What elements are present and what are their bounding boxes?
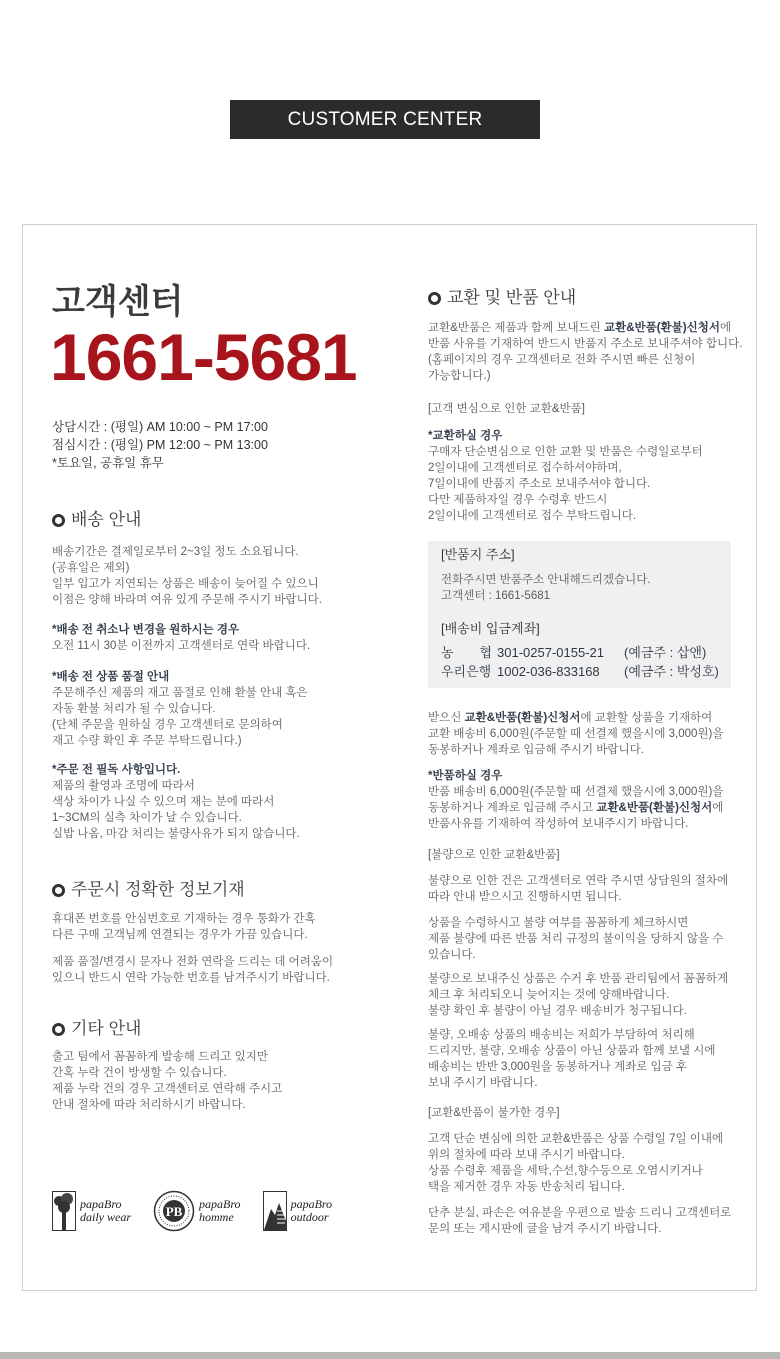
text-line: 반품 사유를 기재하여 반드시 반품지 주소로 보내주셔야 합니다. [428, 338, 743, 350]
text-line: 다만 제품하자일 경우 수령후 반드시 [428, 494, 608, 506]
account-row [441, 643, 719, 662]
section-heading [52, 879, 245, 901]
text-line: [교환&반품이 불가한 경우] [428, 1107, 560, 1119]
brand-logo-homme[interactable] [153, 1190, 241, 1232]
return-address-line: 고객센터 : 1661-5681 [441, 590, 551, 602]
hours-line: 상담시간 : (평일) AM 10:00 ~ PM 17:00 [52, 420, 268, 434]
text-line: 교환 배송비 6,000원(주문할 때 선결제 했을시에 3,000원)을 [428, 728, 724, 740]
text-line: 자동 환불 처리가 될 수 있습니다. [52, 703, 216, 715]
business-hours [52, 418, 268, 472]
account-number: 301-0257-0155-21 [497, 645, 604, 660]
return-address-line: 전화주시면 반품주소 안내해드리겠습니다. [441, 574, 651, 586]
info-paragraph [52, 1049, 282, 1113]
text-line: 불량 확인 후 불량이 아닐 경우 배송비가 청구됩니다. [428, 1005, 687, 1017]
text-segment: 동봉하거나 계좌로 입금해 주시고 [428, 802, 597, 814]
emphasis-text: 교환&반품(환불)신청서 [464, 712, 581, 724]
text-line: 고객 단순 변심에 의한 교환&반품은 상품 수령일 7일 이내에 [428, 1133, 724, 1145]
customer-center-heading: 고객센터 [52, 283, 184, 321]
info-paragraph [428, 768, 723, 832]
info-paragraph [52, 544, 322, 608]
tree-icon [52, 1191, 76, 1231]
circle-bullet-icon [52, 514, 65, 527]
text-line: 제품의 촬영과 조명에 따라서 [52, 780, 195, 792]
bank-name: 우리은행 [441, 664, 492, 679]
text-line: (홈페이지의 경우 고객센터로 전화 주시면 빠른 신청이 [428, 354, 696, 366]
text-line: (단체 주문을 원하실 경우 고객센터로 문의하여 [52, 719, 283, 731]
account-title: [배송비 입금계좌] [441, 621, 540, 636]
text-line [52, 762, 300, 778]
emphasis-text: *배송 전 상품 품절 안내 [52, 671, 170, 683]
text-line [52, 622, 310, 638]
text-line: 반품 배송비 6,000원(주문할 때 선결제 했을시에 3,000원)을 [428, 786, 724, 798]
text-line: 제품 품절/변경시 문자나 전화 연락을 드리는 데 어려움이 [52, 956, 334, 968]
text-line: 안내 절차에 따라 처리하시기 바랍니다. [52, 1099, 246, 1111]
text-line: 다른 구매 고객님께 연결되는 경우가 가끔 있습니다. [52, 929, 308, 941]
bank-name: 농 협 [441, 645, 493, 660]
info-paragraph [428, 710, 723, 758]
section-heading-text: 주문시 정확한 정보기재 [71, 880, 245, 899]
text-line [428, 710, 723, 726]
emphasis-text: *교환하실 경우 [428, 430, 503, 442]
text-line: 이점은 양해 바라며 여유 있게 주문해 주시기 바랍니다. [52, 594, 322, 606]
info-paragraph [428, 320, 742, 384]
text-line: 일부 입고가 지연되는 상품은 배송이 늦어질 수 있으니 [52, 578, 319, 590]
text-segment: 받으신 [428, 712, 465, 724]
phone-number[interactable]: 1661-5681 [50, 320, 357, 394]
text-line: (공휴일은 제외) [52, 562, 130, 574]
return-info-box [428, 541, 731, 688]
text-segment: 에 [712, 802, 724, 814]
brand-logos [52, 1190, 332, 1232]
text-line: 문의 또는 게시판에 글을 남겨 주시기 바랍니다. [428, 1223, 662, 1235]
circle-bullet-icon [428, 292, 441, 305]
text-line: 구매자 단순변심으로 인한 교환 및 반품은 수령일로부터 [428, 446, 703, 458]
text-line: 상품을 수령하시고 불량 여부를 꼼꼼하게 체크하시면 [428, 917, 689, 929]
text-line: 7일이내에 반품지 주소로 보내주셔야 합니다. [428, 478, 651, 490]
section-heading [52, 509, 141, 531]
pb-seal-icon [153, 1190, 195, 1232]
brand-name: papaBro [290, 1197, 333, 1211]
brand-logo-outdoor[interactable] [263, 1191, 333, 1231]
text-segment: 교환&반품은 제품과 함께 보내드린 [428, 322, 604, 334]
brand-sub: daily wear [80, 1210, 131, 1224]
emphasis-text: *배송 전 취소나 변경을 원하시는 경우 [52, 624, 240, 636]
section-heading [428, 287, 576, 309]
text-line: 보내 주시기 바랍니다. [428, 1077, 538, 1089]
text-line: 단추 분실, 파손은 여유분을 우편으로 발송 드리니 고객센터로 [428, 1207, 732, 1219]
return-address-text [441, 572, 651, 604]
text-line [428, 428, 703, 444]
return-address-title: [반품지 주소] [441, 547, 515, 562]
text-line: 드리지만, 불량, 오배송 상품이 아닌 상품과 함께 보낼 시에 [428, 1045, 716, 1057]
info-paragraph [428, 873, 728, 905]
info-paragraph [428, 1205, 731, 1237]
text-line [428, 320, 742, 336]
info-paragraph [52, 911, 316, 943]
info-paragraph [428, 428, 703, 524]
info-paragraph [52, 669, 308, 749]
text-line: 색상 차이가 나실 수 있으며 재는 분에 따라서 [52, 796, 275, 808]
text-line: 오전 11시 30분 이전까지 고객센터로 연락 바랍니다. [52, 640, 311, 652]
text-line: 반품사유를 기재하여 작성하여 보내주시기 바랍니다. [428, 818, 689, 830]
info-paragraph [428, 1105, 560, 1121]
text-line [428, 800, 723, 816]
circle-bullet-icon [52, 1023, 65, 1036]
account-list [441, 643, 719, 681]
text-line: 간혹 누락 건이 방생할 수 있습니다. [52, 1067, 227, 1079]
brand-sub: outdoor [290, 1210, 329, 1224]
text-line: 제품 누락 건의 경우 고객센터로 연락해 주시고 [52, 1083, 283, 1095]
text-line: [불량으로 인한 교환&반품] [428, 849, 560, 861]
emphasis-text: 교환&반품(환불)신청서 [596, 802, 713, 814]
emphasis-text: 교환&반품(환불)신청서 [603, 322, 720, 334]
footer-strip [0, 1352, 780, 1359]
brand-logo-daily-wear[interactable] [52, 1191, 131, 1231]
info-paragraph [428, 1027, 715, 1091]
hours-line: 점심시간 : (평일) PM 12:00 ~ PM 13:00 [52, 438, 268, 452]
brand-name: papaBro [80, 1197, 122, 1211]
text-line: 불량으로 보내주신 상품은 수거 후 반품 관리팀에서 꼼꼼하게 [428, 973, 729, 985]
text-line: 실밥 나옴, 마감 처리는 불량사유가 되지 않습니다. [52, 828, 300, 840]
emphasis-text: *반품하실 경우 [428, 770, 503, 782]
text-line [52, 669, 308, 685]
text-line: 재고 수량 확인 후 주문 부탁드립니다.) [52, 735, 242, 747]
text-line: 1~3CM의 실측 차이가 날 수 있습니다. [52, 812, 242, 824]
emphasis-text: *주문 전 필독 사항입니다. [52, 764, 181, 776]
account-row [441, 662, 719, 681]
info-paragraph [52, 622, 310, 654]
text-line: 배송기간은 결제일로부터 2~3일 정도 소요됩니다. [52, 546, 299, 558]
mountain-icon [263, 1191, 287, 1231]
text-line: 제품 불량에 따른 반품 처리 규정의 불이익을 당하지 않을 수 [428, 933, 724, 945]
text-line: 동봉하거나 계좌로 입금해 주시기 바랍니다. [428, 744, 644, 756]
info-paragraph [428, 847, 560, 863]
section-heading-text: 교환 및 반품 안내 [447, 288, 577, 307]
text-line: 위의 절차에 따라 보내 주시기 바랍니다. [428, 1149, 625, 1161]
hours-line: *토요일, 공휴일 휴무 [52, 456, 164, 470]
text-line: 주문해주신 제품의 재고 품절로 인해 환불 안내 혹은 [52, 687, 308, 699]
brand-name: papaBro [199, 1197, 241, 1211]
section-heading-text: 기타 안내 [71, 1019, 142, 1038]
text-line: 2일이내에 고객센터로 접수하셔야하며, [428, 462, 622, 474]
text-line: 가능합니다.) [428, 370, 491, 382]
text-segment: 에 교환할 상품을 기재하여 [580, 712, 713, 724]
text-line: [고객 변심으로 인한 교환&반품] [428, 403, 585, 415]
account-holder: (예금주 : 삽앤) [624, 645, 707, 660]
text-line: 불량, 오배송 상품의 배송비는 저희가 부담하여 처리해 [428, 1029, 695, 1041]
text-line: 2일이내에 고객센터로 접수 부탁드립니다. [428, 510, 637, 522]
info-paragraph [428, 971, 728, 1019]
svg-text:PB: PB [165, 1204, 183, 1219]
text-line: 있습니다. [428, 949, 476, 961]
text-line [428, 768, 723, 784]
account-holder: (예금주 : 박성호) [624, 664, 719, 679]
circle-bullet-icon [52, 884, 65, 897]
text-line: 상품 수령후 제품을 세탁,수선,향수등으로 오염시키거나 [428, 1165, 703, 1177]
text-line: 불량으로 인한 건은 고객센터로 연락 주시면 상담원의 절차에 [428, 875, 729, 887]
text-line: 배송비는 반반 3,000원을 동봉하거나 계좌로 입금 후 [428, 1061, 688, 1073]
info-paragraph [428, 401, 585, 417]
text-line: 따라 안내 받으시고 진행하시면 됩니다. [428, 891, 622, 903]
info-paragraph [428, 915, 723, 963]
text-line: 출고 팀에서 꼼꼼하게 발송해 드리고 있지만 [52, 1051, 268, 1063]
text-line: 택을 제거한 경우 자동 반송처리 됩니다. [428, 1181, 625, 1193]
customer-center-title: CUSTOMER CENTER [230, 100, 540, 139]
info-paragraph [52, 954, 333, 986]
account-number: 1002-036-833168 [497, 664, 600, 679]
info-paragraph [428, 1131, 723, 1195]
text-line: 있으니 반드시 연락 가능한 번호를 남겨주시기 바랍니다. [52, 972, 330, 984]
text-segment: 에 [719, 322, 732, 334]
text-line: 체크 후 처리되오니 늦어지는 것에 양해바랍니다. [428, 989, 670, 1001]
info-paragraph [52, 762, 300, 842]
brand-sub: homme [199, 1210, 234, 1224]
section-heading [52, 1018, 141, 1040]
text-line: 휴대폰 번호를 안심번호로 기재하는 경우 통화가 간혹 [52, 913, 316, 925]
section-heading-text: 배송 안내 [71, 510, 142, 529]
